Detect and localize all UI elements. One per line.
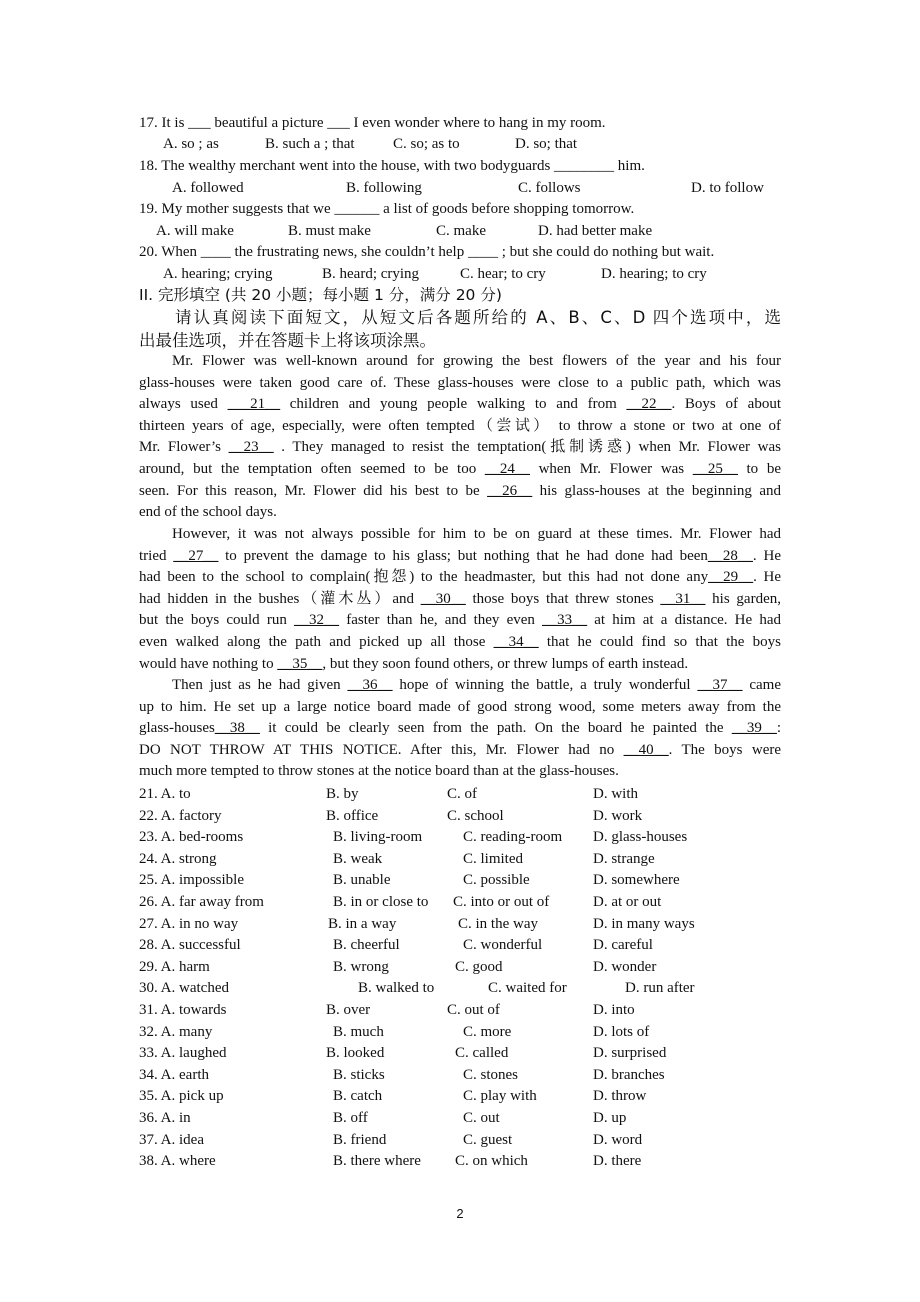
question-18-option-b: B. following xyxy=(346,180,422,196)
passage-p3-line xyxy=(139,697,781,719)
passage-p2-line xyxy=(139,589,781,611)
answer-26-option-c: C. into or out of xyxy=(453,894,550,910)
passage-p3-line xyxy=(172,675,781,697)
blank: ___21__ xyxy=(227,396,281,413)
answer-32-option-a: 32. A. many xyxy=(139,1023,213,1040)
blank: __33__ xyxy=(542,612,588,629)
passage-text: his garden, xyxy=(705,590,781,607)
blank: __28__ xyxy=(707,547,753,564)
answer-36-option-a: 36. A. in xyxy=(139,1110,191,1126)
passage-text: However, it was not always possible for him to be on guard at these times. Mr. Flower had xyxy=(172,526,781,542)
blank: __36__ xyxy=(347,677,393,693)
passage-p1-line xyxy=(139,459,781,481)
passage-text: had hidden in the bushes（灌木丛）and xyxy=(139,590,421,607)
passage-text: to prevent the damage to his glass; but nothing that he had done had been xyxy=(218,547,708,564)
passage-p2-line xyxy=(139,654,781,676)
answer-22-option-a: 22. A. factory xyxy=(139,807,222,824)
answer-27-option-c: C. in the way xyxy=(458,915,538,932)
question-17-option-c: C. so; as to xyxy=(393,136,460,152)
question-20-option-c: C. hear; to cry xyxy=(460,266,546,282)
answer-33-option-b: B. looked xyxy=(326,1045,385,1062)
answer-26-option-b: B. in or close to xyxy=(333,894,429,910)
answer-24-option-a: 24. A. strong xyxy=(139,850,217,867)
passage-text: seen. For this reason, Mr. Flower did his best to be xyxy=(139,482,488,499)
passage-p3-line xyxy=(139,740,781,762)
blank: __31__ xyxy=(660,590,706,607)
blank: __37__ xyxy=(697,677,743,693)
passage-text: that he could find so that the boys xyxy=(538,634,781,650)
question-18-option-d: D. to follow xyxy=(691,180,764,196)
answer-38-option-b: B. there where xyxy=(333,1153,421,1170)
answer-22-option-d: D. work xyxy=(593,807,643,824)
page-number: 2 xyxy=(456,1206,464,1221)
passage-text: . The boys were xyxy=(668,741,782,758)
answer-31-option-d: D. into xyxy=(593,1002,635,1018)
passage-p2-line xyxy=(139,610,781,632)
answer-28-option-d: D. careful xyxy=(593,937,653,954)
passage-text: even walked along the path and picked up all those xyxy=(139,634,494,650)
passage-text: , but they soon found others, or threw lumps of earth instead. xyxy=(322,655,689,672)
passage-text: those boys that threw stones xyxy=(465,590,661,607)
question-20-option-d: D. hearing; to cry xyxy=(601,266,707,282)
question-17-stem: 17. It is ___ beautiful a picture ___ I even wonder where to hang in my room. xyxy=(139,115,606,131)
passage-text: much more tempted to throw stones at the notice board than at the glass-houses. xyxy=(139,763,619,780)
blank: __30__ xyxy=(420,590,466,607)
answer-38-option-a: 38. A. where xyxy=(139,1153,216,1170)
answer-36-option-b: B. off xyxy=(333,1110,368,1126)
question-17-option-a: A. so ; as xyxy=(163,136,219,152)
passage-p2-line xyxy=(139,567,781,589)
passage-p1-line xyxy=(139,373,781,395)
passage-text: up to him. He set up a large notice board made of good strong wood, some meters away from the xyxy=(139,698,781,715)
answer-25-option-b: B. unable xyxy=(333,872,391,889)
passage-text: Mr. Flower was well-known around for growing the best flowers of the year and his four xyxy=(172,353,781,369)
passage-text: at him at a distance. He had xyxy=(587,612,782,629)
answer-21-option-b: B. by xyxy=(326,786,359,802)
passage-text: Mr. Flower’s xyxy=(139,439,229,456)
blank: __24__ xyxy=(484,461,530,477)
passage-text: . He xyxy=(753,569,781,586)
answer-21-option-c: C. of xyxy=(447,786,477,802)
answer-32-option-c: C. more xyxy=(463,1023,512,1040)
answer-26-option-d: D. at or out xyxy=(593,894,662,910)
blank: __40__ xyxy=(623,741,669,758)
section-instruction-line-2: 出最佳选项，并在答题卡上将该项涂黑。 xyxy=(139,331,436,350)
passage-p3-line xyxy=(139,761,781,783)
answer-27-option-a: 27. A. in no way xyxy=(139,915,239,932)
blank: __38__ xyxy=(214,720,260,737)
passage-text: glass-houses xyxy=(139,720,215,737)
passage-text: it could be clearly seen from the path. On the board he painted the xyxy=(259,720,732,737)
question-20-stem: 20. When ____ the frustrating news, she couldn’t help ____ ; but she could do nothing but wait. xyxy=(139,244,715,260)
passage-text: his glass-houses at the beginning and xyxy=(532,482,781,499)
passage-text: tried xyxy=(139,547,174,564)
answer-30-option-c: C. waited for xyxy=(488,980,567,997)
answer-27-option-b: B. in a way xyxy=(328,915,397,932)
passage-p2-line xyxy=(139,546,781,568)
blank: __23__ xyxy=(228,439,274,456)
blank: __39__ xyxy=(731,720,777,737)
answer-27-option-d: D. in many ways xyxy=(593,915,695,932)
answer-21-option-d: D. with xyxy=(593,786,638,802)
answer-32-option-b: B. much xyxy=(333,1023,384,1040)
answer-24-option-b: B. weak xyxy=(333,850,383,867)
passage-text: had been to the school to complain(抱怨) to the headmaster, but this had not done any xyxy=(139,569,709,586)
passage-text: glass-houses were taken good care of. These glass-houses were close to a public path, which was xyxy=(139,374,781,391)
question-20-option-a: A. hearing; crying xyxy=(163,266,273,282)
answer-34-option-d: D. branches xyxy=(593,1066,665,1083)
passage-p3-line xyxy=(139,718,781,740)
answer-35-option-d: D. throw xyxy=(593,1088,647,1105)
answer-26-option-a: 26. A. far away from xyxy=(139,894,264,910)
answer-37-option-c: C. guest xyxy=(463,1131,513,1148)
passage-text: to be xyxy=(737,461,781,477)
question-17-option-d: D. so; that xyxy=(515,136,578,152)
answer-33-option-a: 33. A. laughed xyxy=(139,1045,227,1062)
answer-22-option-c: C. school xyxy=(447,807,504,824)
question-18-option-c: C. follows xyxy=(518,180,581,196)
answer-36-option-d: D. up xyxy=(593,1110,627,1126)
question-18-stem: 18. The wealthy merchant went into the house, with two bodyguards ________ him. xyxy=(139,158,645,174)
passage-text: children and young people walking to and from xyxy=(280,396,627,413)
answer-24-option-d: D. strange xyxy=(593,850,655,867)
blank: __29__ xyxy=(708,569,754,586)
answer-33-option-d: D. surprised xyxy=(593,1045,667,1062)
answer-29-option-a: 29. A. harm xyxy=(139,958,210,975)
answer-25-option-d: D. somewhere xyxy=(593,872,680,889)
answer-33-option-c: C. called xyxy=(455,1045,509,1062)
question-19-option-b: B. must make xyxy=(288,223,371,239)
passage-p1-line xyxy=(139,437,781,459)
answer-23-option-b: B. living-room xyxy=(333,829,423,846)
passage-text: faster than he, and they even xyxy=(339,612,543,629)
answer-34-option-b: B. sticks xyxy=(333,1066,385,1083)
answer-24-option-c: C. limited xyxy=(463,850,523,867)
answer-34-option-a: 34. A. earth xyxy=(139,1066,209,1083)
answer-37-option-a: 37. A. idea xyxy=(139,1131,204,1148)
answer-31-option-b: B. over xyxy=(326,1002,371,1018)
answer-35-option-c: C. play with xyxy=(463,1088,537,1105)
blank: __25__ xyxy=(692,461,738,477)
answer-36-option-c: C. out xyxy=(463,1110,500,1126)
passage-p1-line xyxy=(139,481,781,503)
section-heading: II. 完形填空 (共 20 小题；每小题 1 分，满分 20 分) xyxy=(139,286,502,304)
answer-22-option-b: B. office xyxy=(326,807,379,824)
answer-35-option-b: B. catch xyxy=(333,1088,383,1105)
passage-text: : xyxy=(776,720,781,737)
answer-30-option-b: B. walked to xyxy=(358,980,435,997)
question-19-stem: 19. My mother suggests that we ______ a list of goods before shopping tomorrow. xyxy=(139,201,635,217)
answer-32-option-d: D. lots of xyxy=(593,1023,650,1040)
answer-23-option-c: C. reading-room xyxy=(463,829,563,846)
answer-21-option-a: 21. A. to xyxy=(139,786,191,802)
answer-37-option-d: D. word xyxy=(593,1131,643,1148)
passage-p1-line xyxy=(139,394,781,416)
passage-text: DO NOT THROW AT THIS NOTICE. After this, Mr. Flower had no xyxy=(139,741,624,758)
blank: __26__ xyxy=(487,482,533,499)
passage-p2-line xyxy=(139,632,781,654)
answer-28-option-c: C. wonderful xyxy=(463,937,543,954)
answer-23-option-a: 23. A. bed-rooms xyxy=(139,829,244,846)
section-instruction-line-1: 请认真阅读下面短文，从短文后各题所给的 A、B、C、D 四个选项中，选 xyxy=(175,308,781,327)
question-20-option-b: B. heard; crying xyxy=(322,266,420,282)
passage-text: came xyxy=(742,677,781,693)
answer-31-option-a: 31. A. towards xyxy=(139,1002,227,1018)
question-18-option-a: A. followed xyxy=(172,180,244,196)
answer-28-option-a: 28. A. successful xyxy=(139,937,241,954)
passage-text: always used xyxy=(139,396,228,413)
answer-38-option-c: C. on which xyxy=(455,1153,528,1170)
answer-25-option-c: C. possible xyxy=(463,872,530,889)
passage-text: when Mr. Flower was xyxy=(529,461,693,477)
answer-34-option-c: C. stones xyxy=(463,1066,519,1083)
passage-text: . Boys of about xyxy=(671,396,781,413)
passage-text: . They managed to resist the temptation(抵制诱惑) when Mr. Flower was xyxy=(273,439,781,456)
question-19-option-a: A. will make xyxy=(156,223,234,239)
passage-p2-line xyxy=(172,524,781,546)
answer-29-option-b: B. wrong xyxy=(333,958,389,975)
question-19-option-d: D. had better make xyxy=(538,223,653,239)
answer-38-option-d: D. there xyxy=(593,1153,642,1170)
answer-35-option-a: 35. A. pick up xyxy=(139,1088,224,1105)
answer-29-option-d: D. wonder xyxy=(593,958,657,975)
passage-text: around, but the temptation often seemed to be too xyxy=(139,461,485,477)
passage-text: would have nothing to xyxy=(139,655,278,672)
blank: __34__ xyxy=(493,634,539,650)
blank: __27__ xyxy=(173,547,219,564)
passage-text: Then just as he had given xyxy=(172,677,348,693)
passage-text: end of the school days. xyxy=(139,504,277,521)
passage-p1-line xyxy=(172,351,781,373)
answer-30-option-a: 30. A. watched xyxy=(139,980,229,997)
question-17-option-b: B. such a ; that xyxy=(265,136,355,152)
blank: __32__ xyxy=(294,612,340,629)
passage-p1-line xyxy=(139,416,781,438)
answer-31-option-c: C. out of xyxy=(447,1002,500,1018)
answer-28-option-b: B. cheerful xyxy=(333,937,400,954)
answer-30-option-d: D. run after xyxy=(625,980,695,997)
answer-25-option-a: 25. A. impossible xyxy=(139,872,245,889)
passage-text: hope of winning the battle, a truly wonderful xyxy=(392,677,698,693)
passage-text: thirteen years of age, especially, were often tempted（尝试） to throw a stone or two at one of xyxy=(139,417,781,434)
answer-29-option-c: C. good xyxy=(455,958,503,975)
blank: __22__ xyxy=(626,396,672,413)
answer-37-option-b: B. friend xyxy=(333,1131,387,1148)
passage-p1-line xyxy=(139,502,781,524)
passage-text: . He xyxy=(752,547,781,564)
passage-text: but the boys could run xyxy=(139,612,295,629)
question-19-option-c: C. make xyxy=(436,223,486,239)
answer-23-option-d: D. glass-houses xyxy=(593,829,688,846)
blank: __35__ xyxy=(277,655,323,672)
